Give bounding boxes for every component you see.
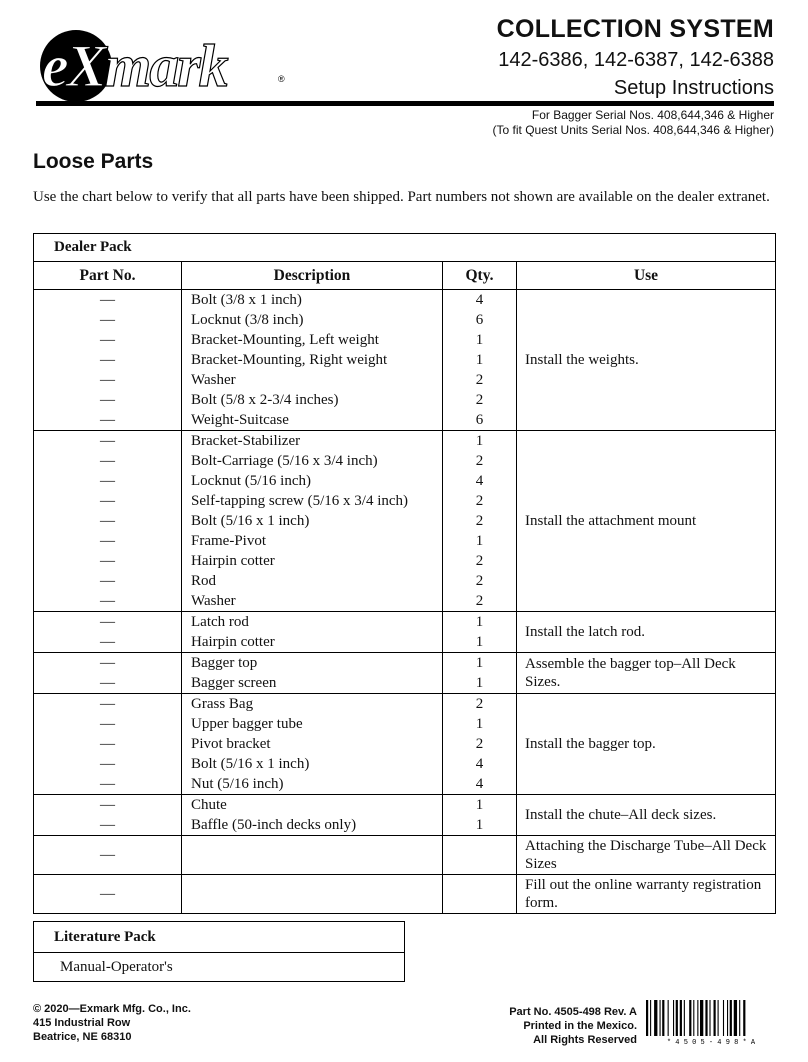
description-cell (182, 694, 443, 795)
part-no: — (100, 573, 115, 589)
barcode-bar (723, 1000, 724, 1036)
parts-table (33, 233, 776, 914)
part-description: Rod (191, 573, 217, 589)
part-qty: 1 (475, 352, 484, 368)
part-description: Bolt (5/16 x 1 inch) (191, 513, 310, 529)
part-qty (443, 875, 516, 913)
part-no-cell (34, 694, 182, 795)
part-description: Baffle (50-inch decks only) (191, 817, 357, 833)
description-cell (182, 290, 443, 431)
part-description: Bracket-Stabilizer (191, 433, 301, 449)
part-no-cell (34, 290, 182, 431)
part-no-cell (34, 795, 182, 836)
part-qty: 1 (475, 797, 484, 813)
part-no: — (100, 634, 115, 650)
part-no-cell (34, 612, 182, 653)
qty-cell (443, 836, 517, 875)
use-cell: Install the bagger top. (517, 694, 776, 795)
part-qty: 4 (475, 292, 484, 308)
part-no: — (100, 593, 115, 609)
part-no: — (100, 372, 115, 388)
address-line-2: Beatrice, NE 68310 (33, 1031, 132, 1043)
part-no: — (100, 312, 115, 328)
description-cell (182, 795, 443, 836)
part-description: Pivot bracket (191, 736, 271, 752)
part-no: — (100, 453, 115, 469)
part-qty: 1 (475, 716, 484, 732)
description-cell (182, 653, 443, 694)
part-no-cell (34, 875, 182, 914)
table-row-group (34, 653, 776, 694)
part-no: — (100, 433, 115, 449)
use-cell: Install the attachment mount (517, 431, 776, 612)
part-qty: 2 (475, 573, 484, 589)
document-title: COLLECTION SYSTEM (496, 15, 774, 43)
document-title-block (497, 14, 774, 102)
part-qty: 1 (475, 433, 484, 449)
table-row-group (34, 431, 776, 612)
description-cell (182, 612, 443, 653)
col-header-qty: Qty. (443, 262, 517, 290)
part-qty: 1 (475, 817, 484, 833)
registered-mark: ® (278, 74, 285, 84)
part-description: Grass Bag (191, 696, 254, 712)
description-cell (182, 431, 443, 612)
qty-cell (443, 795, 517, 836)
part-no-cell (34, 836, 182, 875)
barcode-bar (684, 1000, 685, 1036)
barcode-bar (689, 1000, 691, 1036)
barcode-bar (680, 1000, 682, 1036)
part-qty: 2 (475, 392, 484, 408)
part-no: — (100, 292, 115, 308)
part-description: Latch rod (191, 614, 249, 630)
header-row (34, 262, 776, 290)
part-no: — (100, 696, 115, 712)
part-no: — (100, 797, 115, 813)
printed-in: Printed in the Mexico. (523, 1020, 637, 1032)
use-cell: Fill out the online warranty registration form. (517, 875, 776, 914)
intro-paragraph: Use the chart below to verify that all parts have been shipped. Part numbers not shown are available on the dealer extranet. (33, 189, 770, 205)
part-info (440, 1005, 637, 1047)
address-line-1: 415 Industrial Row (33, 1017, 131, 1029)
barcode-bar (676, 1000, 678, 1036)
part-description: Bolt (3/8 x 1 inch) (191, 292, 302, 308)
part-qty: 2 (475, 593, 484, 609)
part-description (182, 836, 442, 874)
model-numbers: 142-6386, 142-6387, 142-6388 (498, 49, 774, 71)
part-description: Bagger top (191, 655, 258, 671)
part-no: — (100, 817, 115, 833)
part-no: — (100, 392, 115, 408)
part-description: Bracket-Mounting, Right weight (191, 352, 388, 368)
barcode-bar (668, 1000, 669, 1036)
barcode-bar (697, 1000, 698, 1036)
barcode-text: * 4 5 0 5 - 4 9 8 * A (666, 1039, 756, 1046)
part-qty: 1 (475, 332, 484, 348)
qty-cell (443, 875, 517, 914)
literature-pack (33, 921, 405, 982)
section-heading: Loose Parts (33, 150, 154, 173)
part-qty: 6 (475, 412, 484, 428)
literature-item: Manual-Operator's (60, 959, 173, 975)
part-qty: 1 (475, 655, 484, 671)
part-no: — (100, 655, 115, 671)
part-description: Bolt (5/8 x 2-3/4 inches) (191, 392, 339, 408)
part-description: Bolt-Carriage (5/16 x 3/4 inch) (191, 453, 378, 469)
barcode-bar (662, 1000, 664, 1036)
part-no: — (100, 513, 115, 529)
part-description: Weight-Suitcase (191, 412, 289, 428)
table-row-group (34, 612, 776, 653)
part-no: — (100, 332, 115, 348)
part-description: Self-tapping screw (5/16 x 3/4 inch) (191, 493, 409, 509)
col-header-description: Description (182, 262, 443, 290)
part-qty: 2 (475, 696, 484, 712)
table-row-group (34, 795, 776, 836)
part-number: Part No. 4505-498 Rev. A (509, 1006, 637, 1018)
use-cell: Install the latch rod. (517, 612, 776, 653)
barcode-bar (693, 1000, 694, 1036)
use-cell: Install the chute–All deck sizes. (517, 795, 776, 836)
use-cell: Attaching the Discharge Tube–All Deck Sizes (517, 836, 776, 875)
part-description: Washer (191, 593, 236, 609)
barcode (646, 1000, 776, 1046)
part-description: Bolt (5/16 x 1 inch) (191, 756, 310, 772)
dealer-pack-title: Dealer Pack (34, 234, 776, 262)
part-no: — (100, 776, 115, 792)
barcode-bar (650, 1000, 651, 1036)
barcode-bar (654, 1000, 657, 1036)
description-cell (182, 836, 443, 875)
part-qty: 1 (475, 533, 484, 549)
table-row-group (34, 694, 776, 795)
barcode-bar (646, 1000, 648, 1036)
part-qty: 1 (475, 634, 484, 650)
barcode-bar (673, 1000, 674, 1036)
part-no: — (100, 352, 115, 368)
table-row-group (34, 875, 776, 914)
barcode-bar (734, 1000, 737, 1036)
part-qty: 4 (475, 756, 484, 772)
serial-line-2: (To fit Quest Units Serial Nos. 408,644,346 & Higher) (492, 123, 774, 137)
part-no: — (100, 675, 115, 691)
col-header-part: Part No. (34, 262, 182, 290)
barcode-bar (718, 1000, 719, 1036)
part-no: — (100, 614, 115, 630)
part-qty: 2 (475, 513, 484, 529)
part-description: Hairpin cotter (191, 634, 275, 650)
part-description: Nut (5/16 inch) (191, 776, 284, 792)
part-description: Upper bagger tube (191, 716, 303, 732)
part-description: Washer (191, 372, 236, 388)
description-cell (182, 875, 443, 914)
qty-cell (443, 431, 517, 612)
part-no: — (100, 736, 115, 752)
exmark-logo (36, 20, 292, 106)
part-qty: 2 (475, 453, 484, 469)
part-no: — (100, 756, 115, 772)
qty-cell (443, 612, 517, 653)
part-no: — (100, 493, 115, 509)
literature-pack-title: Literature Pack (34, 922, 404, 953)
logo-text: eXmark (42, 33, 227, 99)
part-qty: 2 (475, 553, 484, 569)
barcode-bar (739, 1000, 740, 1036)
part-description: Hairpin cotter (191, 553, 275, 569)
table-row-group (34, 290, 776, 431)
use-cell: Install the weights. (517, 290, 776, 431)
part-no: — (100, 533, 115, 549)
part-qty: 4 (475, 776, 484, 792)
part-description: Frame-Pivot (191, 533, 266, 549)
barcode-bar (714, 1000, 716, 1036)
barcode-bar (709, 1000, 710, 1036)
part-description: Bracket-Mounting, Left weight (191, 332, 379, 348)
part-no-cell (34, 431, 182, 612)
part-qty: 2 (475, 372, 484, 388)
part-description: Chute (191, 797, 227, 813)
barcode-bar (730, 1000, 732, 1036)
barcode-bar (727, 1000, 728, 1036)
part-description: Bagger screen (191, 675, 277, 691)
part-no: — (100, 847, 115, 863)
serial-info (493, 108, 774, 138)
company-info (33, 1002, 191, 1044)
part-no: — (100, 473, 115, 489)
col-header-use: Use (517, 262, 776, 290)
part-no: — (100, 412, 115, 428)
part-qty: 6 (475, 312, 484, 328)
barcode-bar (705, 1000, 707, 1036)
part-no: — (100, 716, 115, 732)
rights: All Rights Reserved (533, 1034, 637, 1046)
part-no: — (100, 886, 115, 902)
qty-cell (443, 694, 517, 795)
use-cell: Assemble the bagger top–All Deck Sizes. (517, 653, 776, 694)
part-description: Locknut (3/8 inch) (191, 312, 304, 328)
document-subtitle: Setup Instructions (613, 77, 774, 99)
table-row-group (34, 836, 776, 875)
part-qty: 2 (475, 493, 484, 509)
part-qty: 1 (475, 675, 484, 691)
serial-line-1: For Bagger Serial Nos. 408,644,346 & Higher (531, 108, 774, 122)
part-description (182, 875, 442, 913)
copyright: © 2020—Exmark Mfg. Co., Inc. (33, 1003, 191, 1015)
part-no: — (100, 553, 115, 569)
header-rule (36, 101, 774, 106)
part-no-cell (34, 653, 182, 694)
part-qty: 1 (475, 614, 484, 630)
part-qty (443, 836, 516, 874)
barcode-bar (743, 1000, 745, 1036)
part-description: Locknut (5/16 inch) (191, 473, 311, 489)
qty-cell (443, 653, 517, 694)
barcode-bar (660, 1000, 661, 1036)
part-qty: 2 (475, 736, 484, 752)
part-qty: 4 (475, 473, 484, 489)
qty-cell (443, 290, 517, 431)
barcode-bar (700, 1000, 703, 1036)
